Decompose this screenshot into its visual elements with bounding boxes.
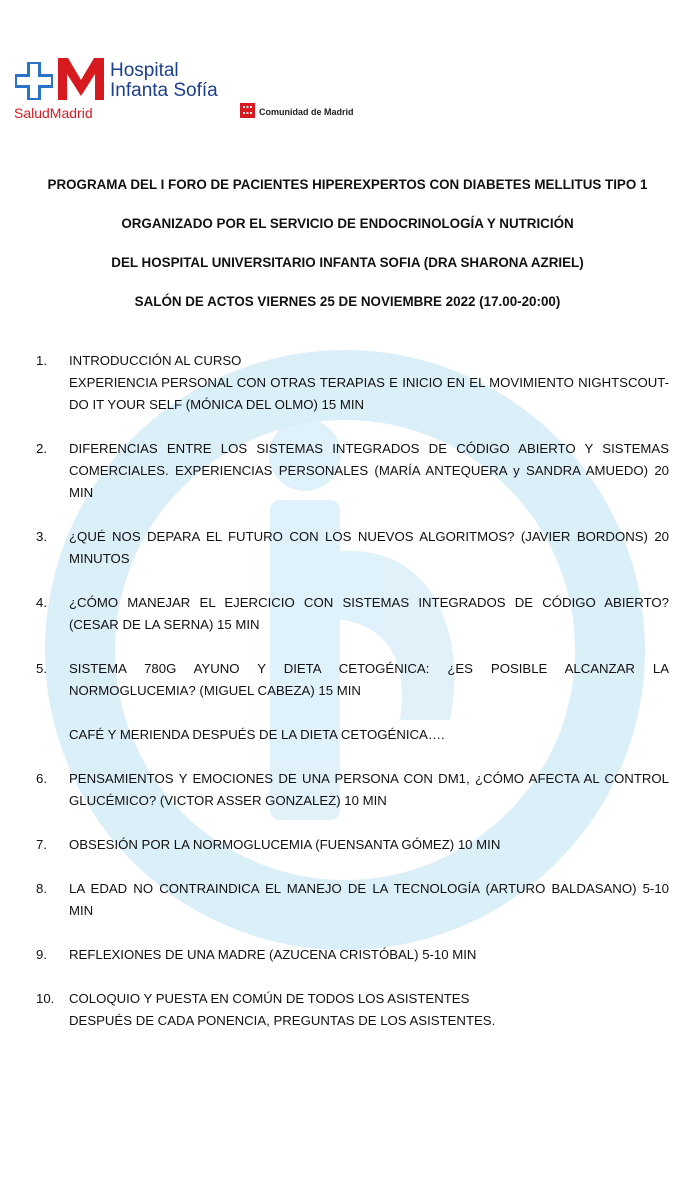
agenda-item-7: [36, 834, 669, 856]
agenda-text: EXPERIENCIA PERSONAL CON OTRAS TERAPIAS E INICIO EN EL MOVIMIENTO NIGHTSCOUT-DO IT YOUR SELF (MÓNICA DEL OLMO) 15 MIN: [69, 375, 669, 412]
header-line-3: DEL HOSPITAL UNIVERSITARIO INFANTA SOFIA (DRA SHARONA AZRIEL): [111, 255, 584, 270]
agenda-item-1: [36, 350, 669, 416]
agenda-title: COLOQUIO Y PUESTA EN COMÚN DE TODOS LOS ASISTENTES: [69, 991, 470, 1006]
agenda-item-4: [36, 592, 669, 636]
agenda-text: ¿QUÉ NOS DEPARA EL FUTURO CON LOS NUEVOS ALGORITMOS? (JAVIER BORDONS) 20 MINUTOS: [69, 529, 669, 566]
agenda-text: ¿CÓMO MANEJAR EL EJERCICIO CON SISTEMAS INTEGRADOS DE CÓDIGO ABIERTO? (CESAR DE LA SERNA) 15 MIN: [69, 595, 669, 632]
logo-salud-madrid: SaludMadrid: [14, 105, 93, 121]
header-line-4: SALÓN DE ACTOS VIERNES 25 DE NOVIEMBRE 2022 (17.00-20:00): [134, 294, 561, 309]
agenda-text: PENSAMIENTOS Y EMOCIONES DE UNA PERSONA CON DM1, ¿CÓMO AFECTA AL CONTROL GLUCÉMICO? (VICTOR ASSER GONZALEZ) 10 MIN: [69, 771, 669, 808]
agenda-text: LA EDAD NO CONTRAINDICA EL MANEJO DE LA TECNOLOGÍA (ARTURO BALDASANO) 5-10 MIN: [69, 881, 669, 918]
header-line-1: PROGRAMA DEL I FORO DE PACIENTES HIPEREXPERTOS CON DIABETES MELLITUS TIPO 1: [47, 177, 648, 192]
red-m-icon: [58, 58, 104, 100]
agenda-text: SISTEMA 780G AYUNO Y DIETA CETOGÉNICA: ¿ES POSIBLE ALCANZAR LA NORMOGLUCEMIA? (MIGUEL CABEZA) 15 MIN: [69, 661, 669, 698]
agenda-item-10: [36, 988, 669, 1032]
logo-hospital-line1: Hospital: [110, 60, 179, 81]
agenda-item-8: [36, 878, 669, 922]
agenda-number: 3.: [36, 529, 47, 544]
header-line-2: ORGANIZADO POR EL SERVICIO DE ENDOCRINOLOGÍA Y NUTRICIÓN: [121, 216, 574, 231]
logo-hospital-line2: Infanta Sofía: [110, 80, 218, 101]
agenda-number: 1.: [36, 353, 47, 368]
comunidad-madrid-flag-icon: [240, 103, 255, 118]
agenda-item-5: [36, 658, 669, 702]
program-header: [20, 176, 675, 332]
agenda-item-6: [36, 768, 669, 812]
break-note: CAFÉ Y MERIENDA DESPUÉS DE LA DIETA CETOGÉNICA….: [69, 727, 445, 742]
agenda-number: 2.: [36, 441, 47, 456]
agenda-number: 4.: [36, 595, 47, 610]
agenda-text: OBSESIÓN POR LA NORMOGLUCEMIA (FUENSANTA GÓMEZ) 10 MIN: [69, 837, 501, 852]
agenda-title: INTRODUCCIÓN AL CURSO: [69, 353, 242, 368]
hospital-logo: [0, 0, 695, 140]
agenda-number: 9.: [36, 947, 47, 962]
agenda-number: 8.: [36, 881, 47, 896]
agenda-number: 5.: [36, 661, 47, 676]
agenda-text: REFLEXIONES DE UNA MADRE (AZUCENA CRISTÓBAL) 5-10 MIN: [69, 947, 477, 962]
agenda-text: DESPUÉS DE CADA PONENCIA, PREGUNTAS DE LOS ASISTENTES.: [69, 1013, 496, 1028]
logo-comunidad-madrid: Comunidad de Madrid: [259, 107, 354, 117]
agenda-number: 7.: [36, 837, 47, 852]
salud-madrid-star-icon: [15, 62, 53, 100]
agenda-list: [36, 350, 669, 1054]
agenda-item-9: [36, 944, 669, 966]
agenda-text: DIFERENCIAS ENTRE LOS SISTEMAS INTEGRADOS DE CÓDIGO ABIERTO Y SISTEMAS COMERCIALES. EXPERIENCIAS PERSONALES (MARÍA ANTEQUERA y SANDRA AMUEDO) 20 MIN: [69, 441, 669, 500]
agenda-item-2: [36, 438, 669, 504]
agenda-number: 6.: [36, 771, 47, 786]
agenda-number: 10.: [36, 991, 55, 1006]
agenda-item-3: [36, 526, 669, 570]
